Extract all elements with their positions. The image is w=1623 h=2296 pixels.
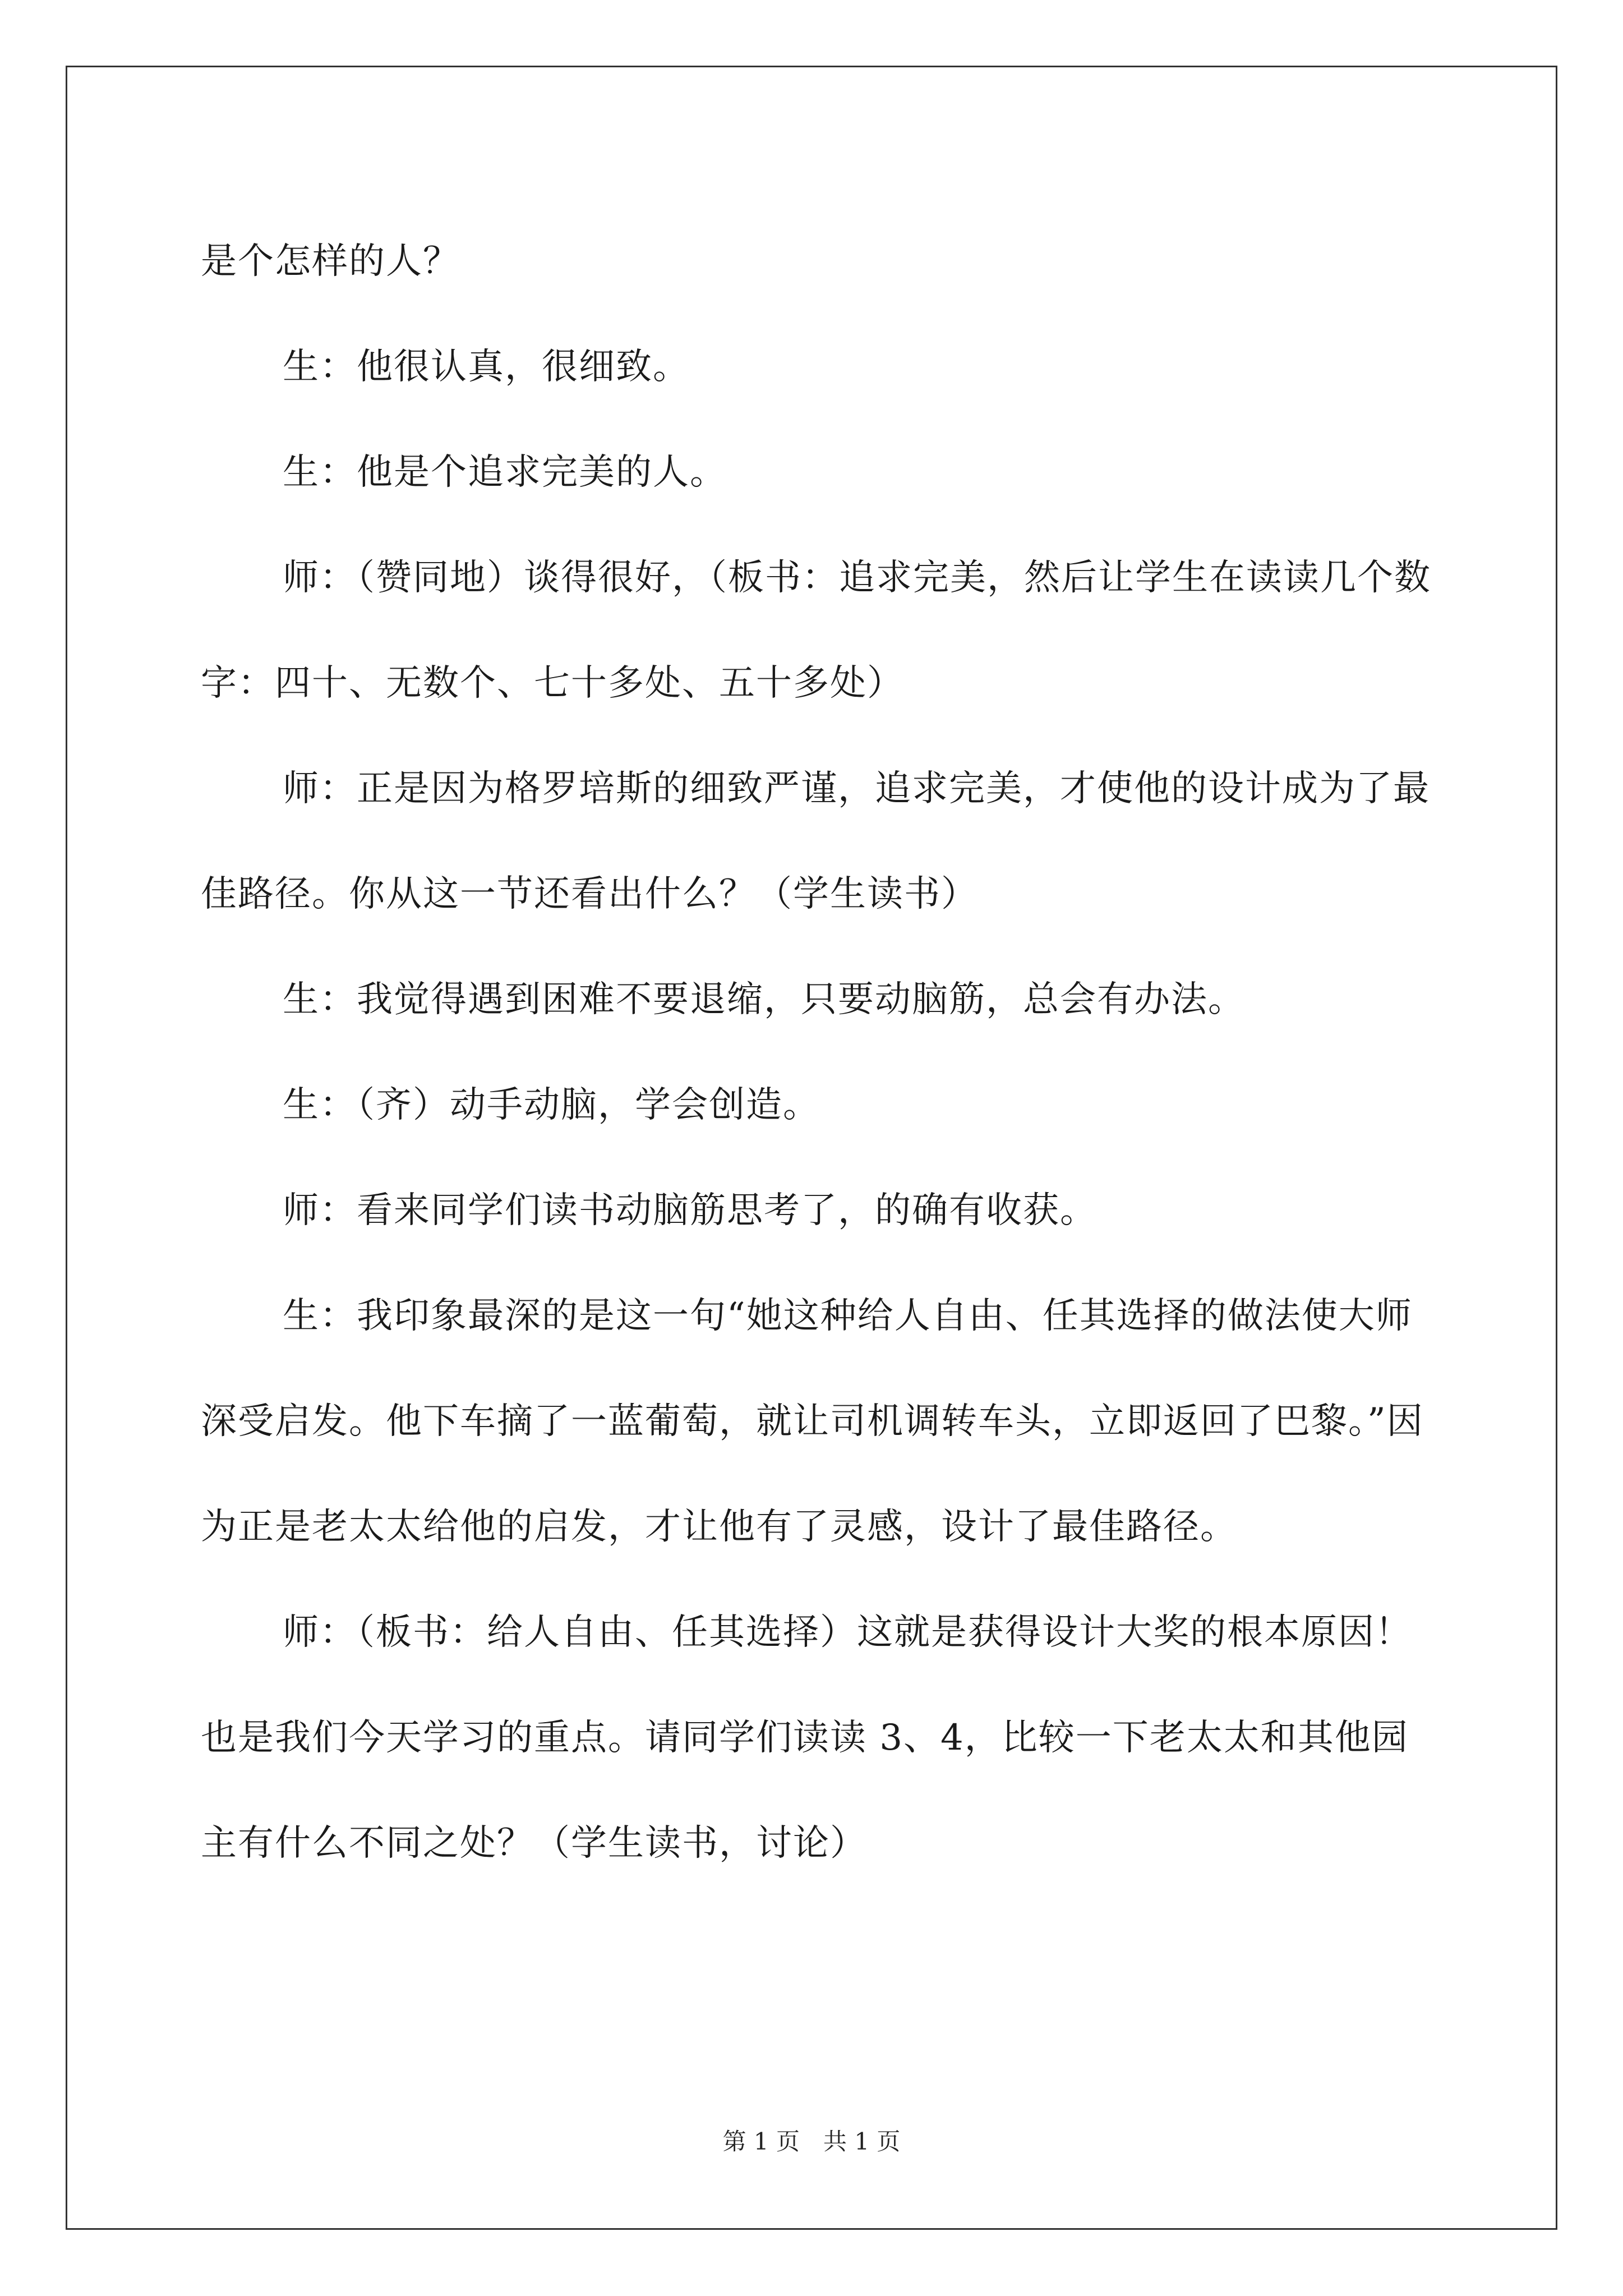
page-number-footer: 第 1 页 共 1 页 [722,2128,901,2155]
paragraph: 师：（赞同地）谈得很好，（板书：追求完美，然后让学生在读读几个数字：四十、无数个、七十多处、五十多处） [201,557,1431,704]
paragraph: 师：（板书：给人自由、任其选择）这就是获得设计大奖的根本原因！也是我们今天学习的重点。请同学们读读 3、4，比较一下老太太和其他园主有什么不同之处？（学生读书，讨论） [201,1612,1412,1864]
paragraph: 是个怎样的人？ [201,241,460,282]
paragraph: 生：他是个追求完美的人。 [283,452,727,493]
document-body [201,209,1435,1896]
paragraph: 师：正是因为格罗培斯的细致严谨，追求完美，才使他的设计成为了最佳路径。你从这一节还看出什么？（学生读书） [201,768,1430,915]
paragraph: 生：（齐）动手动脑，学会创造。 [283,1084,820,1126]
paragraph: 生：我觉得遇到困难不要退缩，只要动脑筋，总会有办法。 [283,979,1245,1020]
paragraph: 生：他很认真，很细致。 [283,346,690,388]
paragraph: 生：我印象最深的是这一句“她这种给人自由、任其选择的做法使大师深受启发。他下车摘了一蓝葡萄，就让司机调转车头，立即返回了巴黎。”因为正是老太太给他的启发，才让他有了灵感，设计了最佳路径。 [201,1295,1424,1548]
paragraph: 师：看来同学们读书动脑筋思考了，的确有收获。 [283,1190,1097,1231]
